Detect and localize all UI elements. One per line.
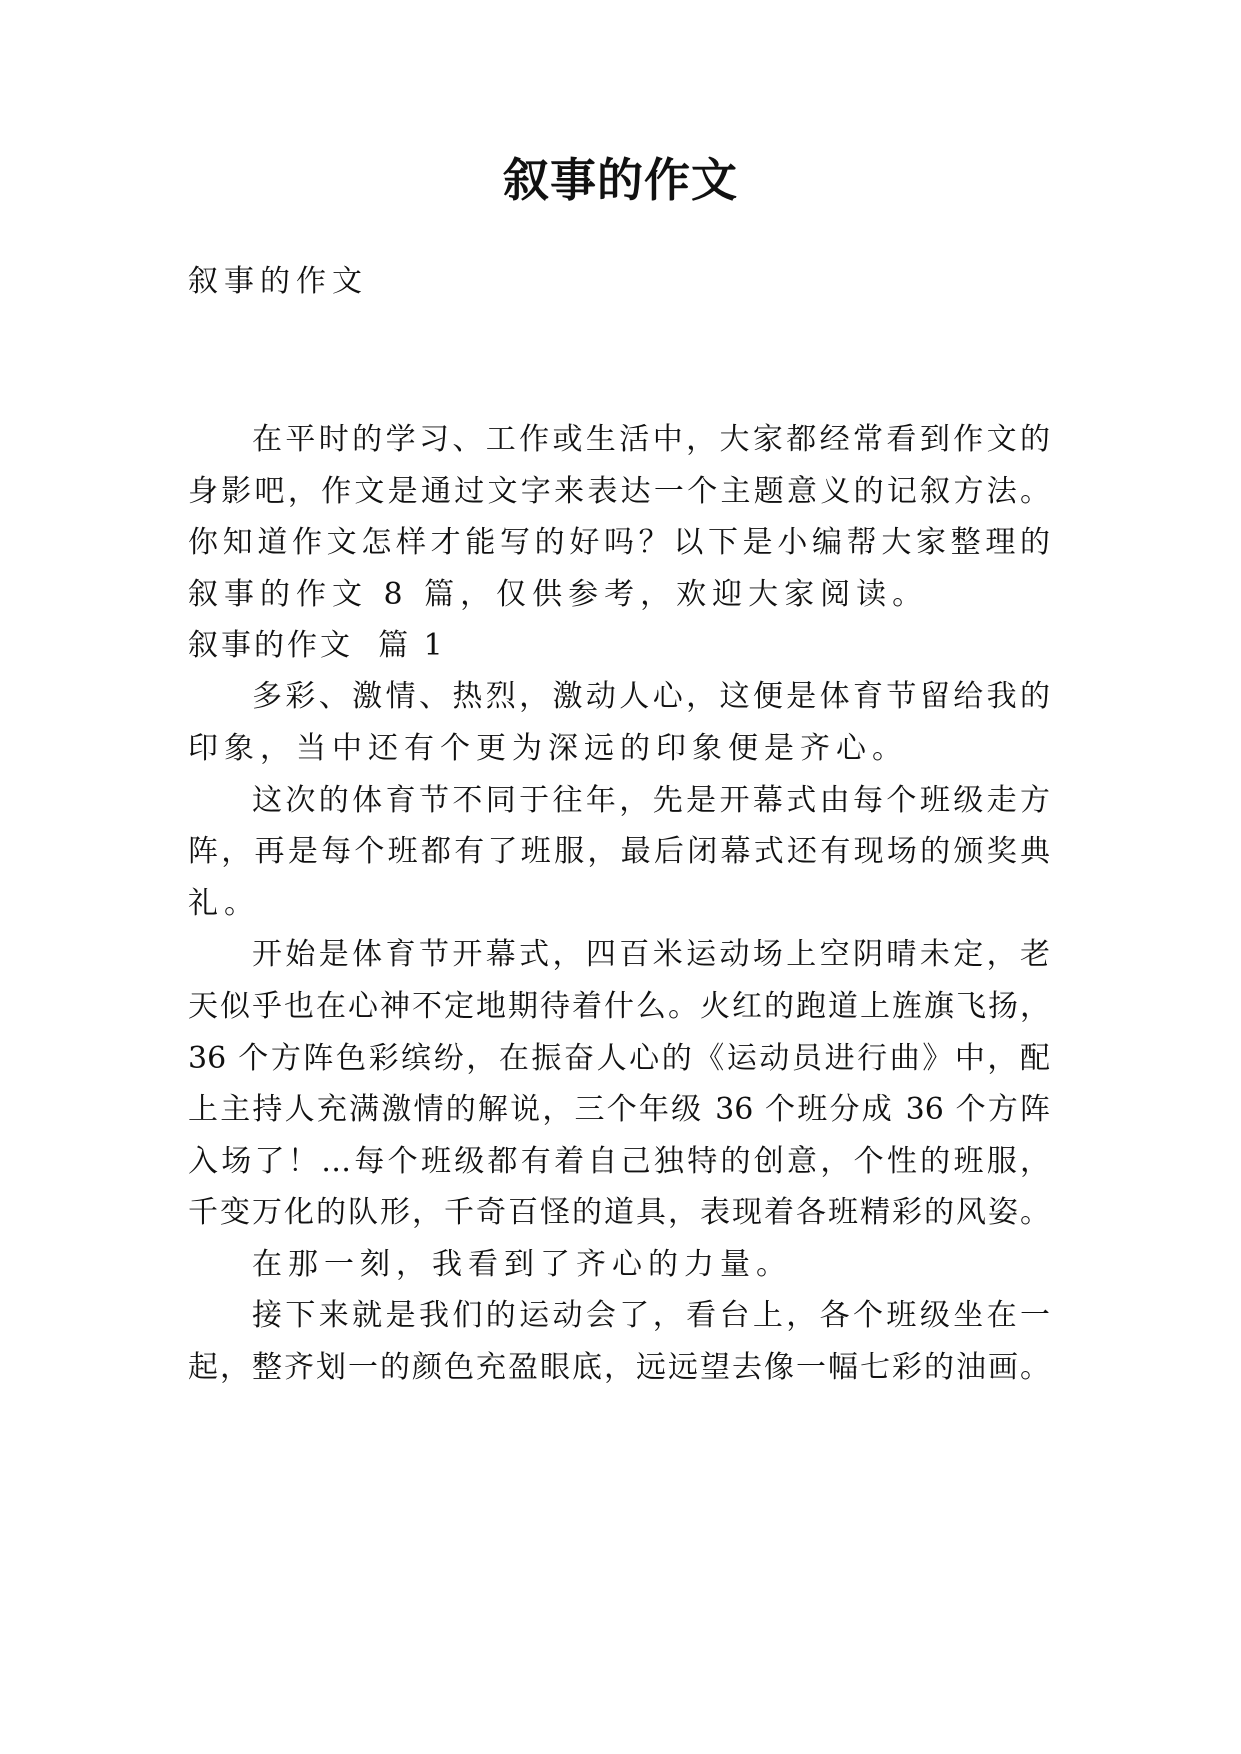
paragraph-line: 开始是体育节开幕式，四百米运动场上空阴晴未定，老 [252,937,1050,972]
paragraph-line: 36 个方阵色彩缤纷，在振奋人心的《运动员进行曲》中，配 [188,1041,1050,1076]
paragraph-line: 千变万化的队形，千奇百怪的道具，表现着各班精彩的风姿。 [188,1195,1050,1230]
paragraph-line: 这次的体育节不同于往年，先是开幕式由每个班级走方 [252,783,1050,818]
paragraph-line: 起，整齐划一的颜色充盈眼底，远远望去像一幅七彩的油画。 [188,1350,1050,1385]
paragraph-line: 上主持人充满激情的解说，三个年级 36 个班分成 36 个方阵 [188,1092,1050,1127]
paragraph-line: 叙事的作文 8 篇，仅供参考，欢迎大家阅读。 [188,577,929,612]
paragraph-line: 在平时的学习、工作或生活中，大家都经常看到作文的 [252,422,1050,457]
paragraph-line: 阵，再是每个班都有了班服，最后闭幕式还有现场的颁奖典 [188,834,1050,869]
paragraph-line: 入场了！…每个班级都有着自己独特的创意，个性的班服， [188,1144,1050,1179]
paragraph-line: 多彩、激情、热烈，激动人心，这便是体育节留给我的 [252,679,1050,714]
paragraph-line: 天似乎也在心神不定地期待着什么。火红的跑道上旌旗飞扬， [188,989,1050,1024]
paragraph-line: 礼。 [188,886,260,921]
document-subtitle: 叙事的作文 [188,264,368,299]
paragraph-line: 印象，当中还有个更为深远的印象便是齐心。 [188,731,908,766]
paragraph-line: 你知道作文怎样才能写的好吗？以下是小编帮大家整理的 [188,525,1050,560]
section-heading: 叙事的作文 篇 1 [188,628,446,663]
page-title: 叙事的作文 [503,153,738,207]
paragraph-line: 接下来就是我们的运动会了，看台上，各个班级坐在一 [252,1298,1050,1333]
paragraph-line: 在那一刻，我看到了齐心的力量。 [252,1247,792,1282]
paragraph-line: 身影吧，作文是通过文字来表达一个主题意义的记叙方法。 [188,474,1050,509]
